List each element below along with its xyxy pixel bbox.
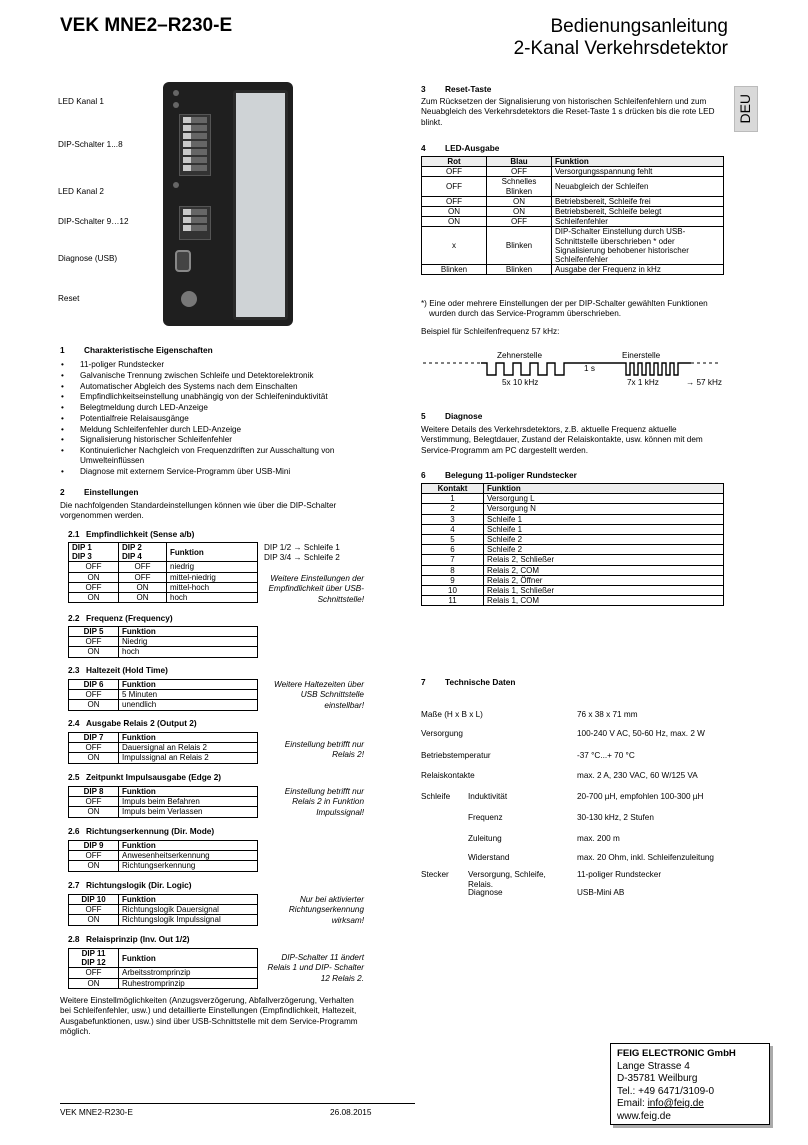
language-tab: DEU (734, 86, 758, 132)
list-item: • Meldung Schleifenfehler durch LED-Anzeige (58, 425, 368, 435)
wave-label-gap: 1 s (584, 364, 595, 373)
section-2-4-heading: 2.4 Ausgabe Relais 2 (Output 2) (68, 718, 197, 728)
table-row: 1 Versorgung L (422, 494, 724, 504)
list-item: • 11-poliger Rundstecker (58, 360, 368, 370)
tech-sublabel: Zuleitung (468, 834, 502, 843)
company-email-link[interactable]: info@feig.de (647, 1098, 704, 1109)
tech-sublabel: Frequenz (468, 813, 503, 822)
tech-label: Relaiskontakte (421, 771, 475, 780)
label-reset: Reset (58, 294, 80, 303)
section-6-heading: 6 Belegung 11-poliger Rundstecker (421, 470, 577, 480)
table-row: ON ON Betriebsbereit, Schleife belegt (422, 206, 724, 216)
table-row: x Blinken DIP-Schalter Einstellung durch USB-Schnittstelle überschrieben * oder Signalisierung behobener historischer Schleifenfehler (422, 227, 724, 265)
footer-doc-name: VEK MNE2-R230-E (60, 1107, 133, 1117)
section-2-8-heading: 2.8 Relaisprinzip (Inv. Out 1/2) (68, 934, 190, 944)
company-city: D-35781 Weilburg (617, 1073, 698, 1084)
list-item: • Galvanische Trennung zwischen Schleife und Detektorelektronik (58, 371, 368, 381)
tech-value: 100-240 V AC, 50-60 Hz, max. 2 W (577, 729, 705, 738)
table-frequency: DIP 5 Funktion OFF Niedrig ON hoch (68, 626, 258, 658)
table-row: 4 Schleife 1 (422, 524, 724, 534)
table-row: OFF Anwesenheitserkennung (69, 851, 258, 861)
tech-value: USB-Mini AB (577, 888, 625, 897)
table-row: OFF Schnelles Blinken Neuabgleich der Schleifen (422, 177, 724, 196)
list-item: • Kontinuierlicher Nachgleich von Frequenzdriften zur Ausschaltung von Umwelteinflüssen (58, 446, 368, 467)
tech-label: Schleife (421, 792, 451, 801)
company-web: www.feig.de (617, 1110, 671, 1122)
tech-label: Betriebstemperatur (421, 751, 491, 760)
frequency-example-label: Beispiel für Schleifenfrequenz 57 kHz: (421, 327, 560, 336)
features-list (58, 360, 368, 478)
section-3-text: Zum Rücksetzen der Signalisierung von historischen Schleifenfehlern und zum Neuabgleich des Verkehrsdetektors die Reset-Taste 1 s drücken bis die rote LED blinkt. (421, 97, 715, 127)
document-subtitle (408, 16, 728, 60)
table-row: ON ON hoch (69, 592, 258, 602)
table-row: Blinken Blinken Ausgabe der Frequenz in kHz (422, 265, 724, 275)
table-row: 8 Relais 2, COM (422, 565, 724, 575)
table-row: ON OFF Schleifenfehler (422, 217, 724, 227)
table-row: OFF OFF niedrig (69, 562, 258, 572)
led-channel-1 (173, 90, 179, 96)
relay-principle-note: DIP-Schalter 11 ändert Relais 1 und DIP- Schalter 12 Relais 2. (267, 953, 364, 983)
section-2-intro: Die nachfolgenden Standardeinstellungen können wie über die DIP-Schalter vorgenommen werden. (60, 501, 337, 521)
tech-label: Maße (H x B x L) (421, 710, 483, 719)
section-3-heading: 3 Reset-Taste (421, 84, 492, 94)
table-row: OFF Richtungslogik Dauersignal (69, 905, 258, 915)
company-tel: Tel.: +49 6471/3109-0 (617, 1085, 715, 1097)
tech-value: max. 20 Ohm, inkl. Schleifenzuleitung (577, 853, 714, 862)
table-row: 5 Schleife 2 (422, 534, 724, 544)
reset-button-icon (181, 291, 197, 307)
table-row: 10 Relais 1, Schließer (422, 585, 724, 595)
table-row: OFF OFF Versorgungsspannung fehlt (422, 167, 724, 177)
device-photo (163, 82, 293, 326)
company-email-line: Email: info@feig.de (617, 1098, 704, 1109)
list-item: • Belegtmeldung durch LED-Anzeige (58, 403, 368, 413)
dip-switch-block-9-12 (179, 206, 211, 240)
table-row: ON Ruhestromprinzip (69, 978, 258, 988)
tech-value: 20-700 µH, empfohlen 100-300 µH (577, 792, 704, 801)
section-5-heading: 5 Diagnose (421, 411, 483, 421)
section-2-1-heading: 2.1 Empfindlichkeit (Sense a/b) (68, 529, 195, 539)
table-output-2: DIP 7 Funktion OFF Dauersignal an Relais 2 ON Impulssignal an Relais 2 (68, 732, 258, 764)
table-row: ON unendlich (69, 700, 258, 710)
section-2-2-heading: 2.2 Frequenz (Frequency) (68, 613, 173, 623)
page-footer (60, 1103, 415, 1117)
list-item: • Signalisierung historischer Schleifenfehler (58, 435, 368, 445)
label-diagnose-usb: Diagnose (USB) (58, 254, 118, 263)
section-5-text: Weitere Details des Verkehrsdetektors, z.B. aktuelle Frequenz aktuelle Verstimmung, Belegtdauer, Zustand der Relaiskontakte, usw. können mit dem Service-Programm am PC dargestellt werden. (421, 425, 703, 455)
document-title: VEK MNE2–R230-E (60, 15, 233, 36)
dip-switch-block-1-8 (179, 114, 211, 176)
table-hold-time: DIP 6 Funktion OFF 5 Minuten ON unendlich (68, 679, 258, 711)
table-row: ON Impulssignal an Relais 2 (69, 753, 258, 763)
table-row: 3 Schleife 1 (422, 514, 724, 524)
table-row: OFF Niedrig (69, 637, 258, 647)
tech-value: 11-poliger Rundstecker (577, 870, 662, 879)
table-row: 11 Relais 1, COM (422, 596, 724, 606)
table-row: ON Richtungserkennung (69, 861, 258, 871)
tech-value: -37 °C...+ 70 °C (577, 751, 635, 760)
table-row: OFF 5 Minuten (69, 690, 258, 700)
table-row: 2 Versorgung N (422, 504, 724, 514)
subtitle-line-1: Bedienungsanleitung (550, 16, 728, 37)
tech-sublabel: Induktivität (468, 792, 508, 801)
tech-value: 76 x 38 x 71 mm (577, 710, 638, 719)
table-connector: Kontakt Funktion 1 Versorgung L 2 Versorgung N 3 Schleife 1 4 Schleife 1 5 Schleife 2 6 Schleife 2 7 Relais 2, Schließer 8 Relais 2, COM 9 Relais 2, Öffner 10 Relais 1, Schließer 11 Relais 1, COM (421, 483, 724, 606)
list-item: • Automatischer Abgleich des Systems nach dem Einschalten (58, 382, 368, 392)
section-1-heading: 1 Charakteristische Eigenschaften (60, 345, 213, 355)
label-led-kanal-2: LED Kanal 2 (58, 187, 104, 196)
table-row: 9 Relais 2, Öffner (422, 575, 724, 585)
section-2-5-heading: 2.5 Zeitpunkt Impulsausgabe (Edge 2) (68, 772, 222, 782)
label-dip-9-12: DIP-Schalter 9…12 (58, 217, 129, 226)
tech-label: Versorgung (421, 729, 463, 738)
tech-sublabel: Diagnose (468, 888, 503, 897)
led-footnote: *) Eine oder mehrere Einstellungen der per DIP-Schalter gewählten Funktionen wurden durch das Service-Programm überschrieben. (421, 299, 708, 319)
wave-label-result: → 57 kHz (686, 378, 722, 387)
footer-date: 26.08.2015 (330, 1107, 372, 1117)
section-2-7-heading: 2.7 Richtungslogik (Dir. Logic) (68, 880, 192, 890)
edge-2-note: Einstellung betrifft nur Relais 2 in Funktion Impulssignal! (284, 787, 364, 817)
wave-label-7x: 7x 1 kHz (627, 378, 659, 387)
table-row: ON Impuls beim Verlassen (69, 807, 258, 817)
tech-value: 30-130 kHz, 2 Stufen (577, 813, 654, 822)
section-4-heading: 4 LED-Ausgabe (421, 143, 500, 153)
output-2-note: Einstellung betrifft nur Relais 2! (284, 740, 364, 760)
table-row: ON hoch (69, 647, 258, 657)
section-2-heading: 2 Einstellungen (60, 487, 139, 497)
led-channel-2 (173, 182, 179, 188)
table-relay-principle: DIP 11 DIP 12 Funktion OFF Arbeitsstromprinzip ON Ruhestromprinzip (68, 948, 258, 989)
tech-value: max. 2 A, 230 VAC, 60 W/125 VA (577, 771, 698, 780)
section-2-outro: Weitere Einstellmöglichkeiten (Anzugsverzögerung, Abfallverzögerung, Verhalten bei Schleifenfehler, usw.) und detaillierte Einstellungen (Empfindlichkeit, Haltezeit, Ausgabefunktionen, usw.) sind über USB-Schnittstelle mit dem Service-Programm möglich. (60, 996, 358, 1036)
list-item: • Empfindlichkeitseinstellung unabhängig von der Schleifeninduktivität (58, 392, 368, 402)
table-led-output: Rot Blau Funktion OFF OFF Versorgungsspannung fehlt OFF Schnelles Blinken Neuabgleich der Schleifen OFF ON Betriebsbereit, Schleife frei ON ON Betriebsbereit, Schleife belegt ON OFF Schleifenfehler x Blinken DIP-Schalter Einstellung durch USB-Schnittstelle überschrieben * oder Signalisierung behobener historischer Schleifenfehler Blinken Blinken Ausgabe der Frequenz in kHz (421, 156, 724, 275)
table-row: OFF ON Betriebsbereit, Schleife frei (422, 196, 724, 206)
section-2-3-heading: 2.3 Haltezeit (Hold Time) (68, 665, 168, 675)
list-item: • Potentialfreie Relaisausgänge (58, 414, 368, 424)
tech-sublabel: Widerstand (468, 853, 510, 862)
table-row: 7 Relais 2, Schließer (422, 555, 724, 565)
company-name: FEIG ELECTRONIC GmbH (617, 1048, 736, 1059)
wave-label-einerstelle: Einerstelle (622, 351, 661, 360)
company-street: Lange Strasse 4 (617, 1060, 690, 1072)
table-dir-logic: DIP 10 Funktion OFF Richtungslogik Dauersignal ON Richtungslogik Impulssignal (68, 894, 258, 926)
dir-logic-note: Nur bei aktivierter Richtungserkennung wirksam! (288, 895, 364, 925)
sense-side-2: DIP 3/4 → Schleife 2 (264, 553, 340, 562)
table-row: OFF Dauersignal an Relais 2 (69, 743, 258, 753)
wave-label-zehnerstelle: Zehnerstelle (497, 351, 543, 360)
subtitle-line-2: 2-Kanal Verkehrsdetektor (513, 37, 728, 59)
usb-port-icon (175, 250, 191, 272)
hold-time-note: Weitere Haltezeiten über USB Schnittstelle einstellbar! (274, 680, 364, 710)
section-2-6-heading: 2.6 Richtungserkennung (Dir. Mode) (68, 826, 215, 836)
frequency-waveform (421, 358, 726, 380)
table-dir-mode: DIP 9 Funktion OFF Anwesenheitserkennung ON Richtungserkennung (68, 840, 258, 872)
section-7-heading: 7 Technische Daten (421, 677, 516, 687)
sense-side-1: DIP 1/2 → Schleife 1 (264, 543, 340, 552)
company-address-box (610, 1043, 770, 1125)
wave-label-5x: 5x 10 kHz (502, 378, 539, 387)
table-sensitivity: DIP 1 DIP 3 DIP 2 DIP 4 Funktion OFF OFF niedrig ON OFF mittel-niedrig OFF ON mittel-hoch ON ON hoch (68, 542, 258, 603)
table-edge-2: DIP 8 Funktion OFF Impuls beim Befahren ON Impuls beim Verlassen (68, 786, 258, 818)
sense-note: Weitere Einstellungen der Empfindlichkeit über USB-Schnittstelle! (268, 574, 364, 604)
led-channel-1b (173, 102, 179, 108)
tech-value: max. 200 m (577, 834, 620, 843)
tech-label: Stecker (421, 870, 449, 879)
label-led-kanal-1: LED Kanal 1 (58, 97, 104, 106)
table-row: ON Richtungslogik Impulssignal (69, 915, 258, 925)
table-row: ON OFF mittel-niedrig (69, 572, 258, 582)
table-row: OFF Arbeitsstromprinzip (69, 968, 258, 978)
table-row: 6 Schleife 2 (422, 545, 724, 555)
table-row: OFF Impuls beim Befahren (69, 797, 258, 807)
device-window (233, 90, 288, 320)
list-item: • Diagnose mit externem Service-Programm über USB-Mini (58, 467, 368, 477)
table-row: OFF ON mittel-hoch (69, 582, 258, 592)
label-dip-1-8: DIP-Schalter 1...8 (58, 140, 123, 149)
tech-sublabel: Versorgung, Schleife, Relais. (468, 870, 546, 890)
